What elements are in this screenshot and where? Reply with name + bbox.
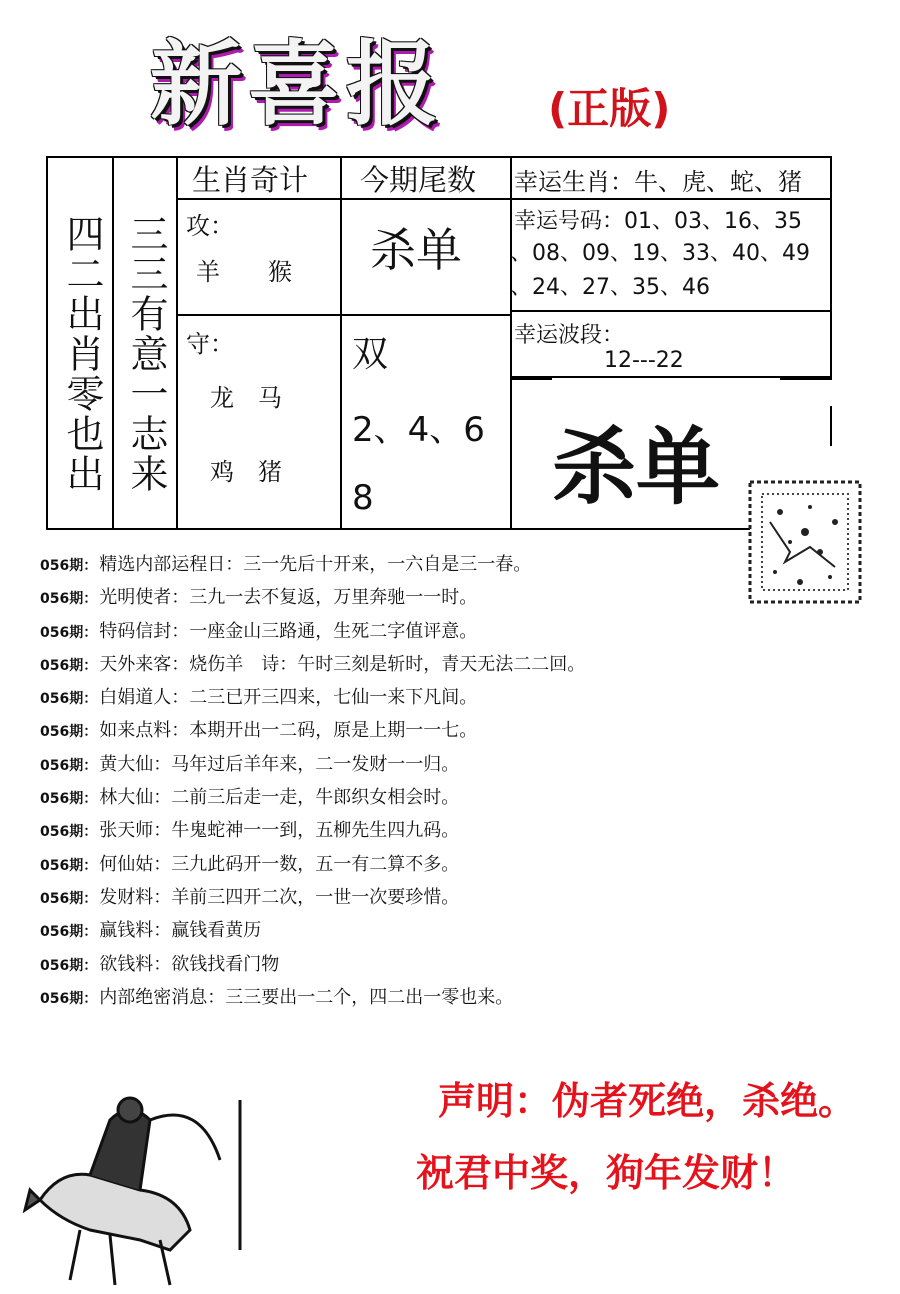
header-zodiac-plan: 生肖奇计: [192, 163, 309, 197]
header-lucky-zodiac: 幸运生肖：牛、虎、蛇、猪: [514, 168, 802, 196]
divider: [176, 156, 178, 530]
left-column-2: 三三有意一志来: [124, 214, 168, 494]
kill-single-small: 杀单: [370, 223, 462, 277]
list-item: 056期： 发财料：羊前三四开二次，一世一次要珍惜。: [40, 886, 460, 908]
list-item: 056期： 赢钱料：赢钱看黄历: [40, 920, 262, 942]
double-row-1: 2、4、6: [352, 410, 485, 450]
divider: [512, 378, 552, 380]
attack-label: 攻：: [186, 212, 234, 240]
list-item: 056期： 张天师：牛鬼蛇神一一到，五柳先生四九码。: [40, 820, 460, 842]
defend-label: 守：: [186, 330, 234, 358]
lucky-numbers-row-3: 、24、27、35、46: [510, 275, 710, 300]
header-tail-number: 今期尾数: [360, 163, 477, 197]
divider: [112, 156, 114, 530]
predictions-list: [40, 548, 800, 1014]
defend-row-2: 鸡 猪: [210, 458, 282, 486]
list-item: 056期： 精选内部运程日：三一先后十开来，一六自是三一春。: [40, 554, 532, 575]
divider: [830, 406, 832, 446]
defend-row-1: 龙 马: [210, 384, 282, 412]
lucky-band-value: 12---22: [604, 348, 684, 373]
page-title: 新喜报: [150, 31, 445, 138]
info-table: [0, 0, 900, 540]
lucky-numbers-row-2: 、08、09、19、33、40、49: [510, 241, 810, 266]
list-item: 056期： 欲钱料：欲钱找看门物: [40, 953, 280, 975]
list-item: 056期： 光明使者：三九一去不复返，万里奔驰一一时。: [40, 587, 478, 609]
edition-label: (正版): [548, 84, 671, 133]
list-item: 056期： 林大仙：二前三后走一走，牛郎织女相会时。: [40, 787, 460, 809]
double-row-2: 8: [352, 478, 374, 518]
divider: [510, 528, 750, 530]
statement-text: 声明：伪者死绝，杀绝。: [438, 1079, 857, 1123]
lucky-numbers-row-1: 幸运号码：01、03、16、35: [514, 209, 802, 234]
list-item: 056期： 特码信封：一座金山三路通，生死二字值评意。: [40, 620, 478, 642]
kill-single-big: 杀单: [552, 418, 721, 516]
list-item: 056期： 白娟道人：二三已开三四来，七仙一来下凡间。: [40, 687, 478, 709]
divider: [780, 378, 832, 380]
left-column-1: 四二出肖零也出: [60, 214, 104, 494]
double-label: 双: [352, 334, 389, 375]
list-item: 056期： 如来点料：本期开出一二码，原是上期一一七。: [40, 720, 478, 742]
list-item: 056期： 天外来客：烧伤羊 诗：午时三刻是斩时，青天无法二二回。: [40, 653, 586, 675]
divider: [510, 310, 832, 312]
list-item: 056期： 黄大仙：马年过后羊年来，二一发财一一归。: [40, 753, 460, 775]
divider: [340, 156, 342, 530]
list-item: 056期： 何仙姑：三九此码开一数，五一有二算不多。: [40, 853, 460, 875]
divider: [176, 314, 512, 316]
attack-animals: 羊 猴: [196, 258, 292, 286]
horse-rider-illustration: [20, 1080, 280, 1290]
lucky-band-label: 幸运波段：: [514, 323, 625, 348]
blessing-text: 祝君中奖，狗年发财！: [416, 1151, 797, 1195]
list-item: 056期： 内部绝密消息：三三要出一二个，四二出一零也来。: [40, 986, 514, 1008]
